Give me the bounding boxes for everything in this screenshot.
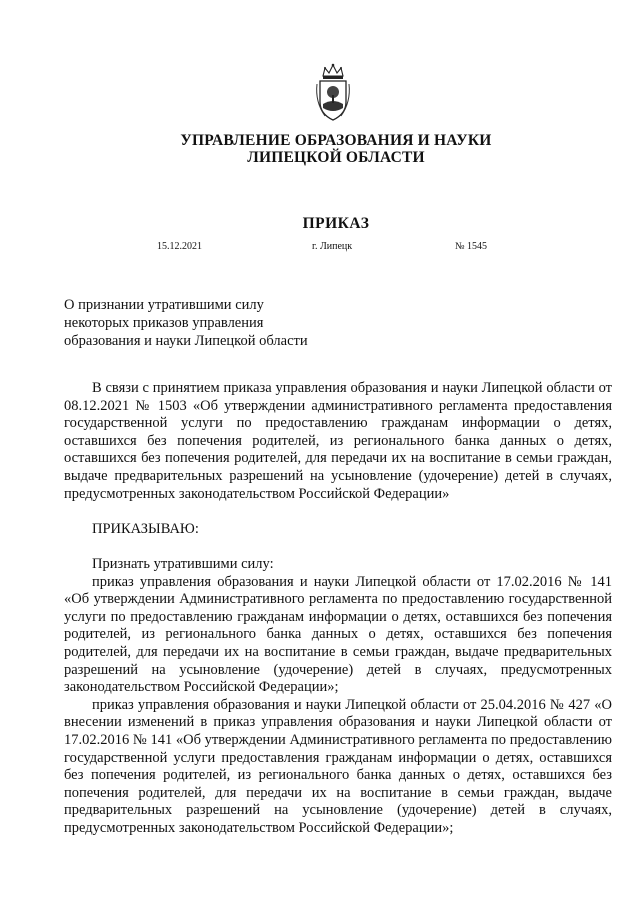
document-city: г. Липецк: [312, 241, 353, 252]
organization-name-line2: ЛИПЕЦКОЙ ОБЛАСТИ: [247, 149, 425, 166]
subject-line: некоторых приказов управления: [64, 315, 264, 331]
order-item: приказ управления образования и науки Липецкой области от 25.04.2016 № 427 «О внесении изменений в приказ управления образования и науки Липецкой области от 17.02.2016 № 141 «Об утверждении Административного регламента по предоставлению государственной услуги предоставления гражданам информации о детях, оставшихся без попечения родителей, из регионального банка данных о детях, оставшихся без попечения родителей, для передачи их на воспитание в семьи граждан, выдаче предварительных разрешений на усыновление (удочерение) детей в случаях, предусмотренных законодательством Российской Федерации»;: [64, 696, 612, 836]
preamble-paragraph: В связи с принятием приказа управления образования и науки Липецкой области от 08.12.2021 № 1503 «Об утверждении административного регламента предоставления государственной услуги по предоставлению гражданам информации о детях, оставшихся без попечения родителей, из регионального банка данных о детях, оставшихся без попечения родителей, для передачи их на воспитание в семьи граждан, выдаче предварительных разрешений на усыновление (удочерение) детей в случаях, предусмотренных законодательством Российской Федерации»: [64, 380, 612, 502]
organization-name-line1: УПРАВЛЕНИЕ ОБРАЗОВАНИЯ И НАУКИ: [180, 132, 492, 149]
preamble-block: [64, 380, 612, 503]
coat-of-arms-icon: [313, 62, 353, 122]
order-word: ПРИКАЗЫВАЮ:: [92, 521, 199, 537]
order-items-block: [64, 556, 612, 838]
document-date: 15.12.2021: [157, 241, 202, 252]
subject-line: О признании утратившими силу: [64, 297, 264, 313]
document-type-title: ПРИКАЗ: [302, 215, 370, 232]
document-number: № 1545: [455, 241, 488, 252]
document-subject: [64, 296, 308, 350]
subject-line: образования и науки Липецкой области: [64, 333, 308, 349]
items-intro: Признать утратившими силу:: [92, 556, 274, 572]
order-item: приказ управления образования и науки Липецкой области от 17.02.2016 № 141 «Об утверждении Административного регламента по предоставлению государственной услуги по предоставлению гражданам информации о детях, оставшихся без попечения родителей, из регионального банка данных о детях, оставшихся без попечения родителей, для передачи их на воспитание в семьи граждан, выдаче предварительных разрешений на усыновление (удочерение) детей в случаях, предусмотренных законодательством Российской Федерации»;: [64, 573, 612, 696]
